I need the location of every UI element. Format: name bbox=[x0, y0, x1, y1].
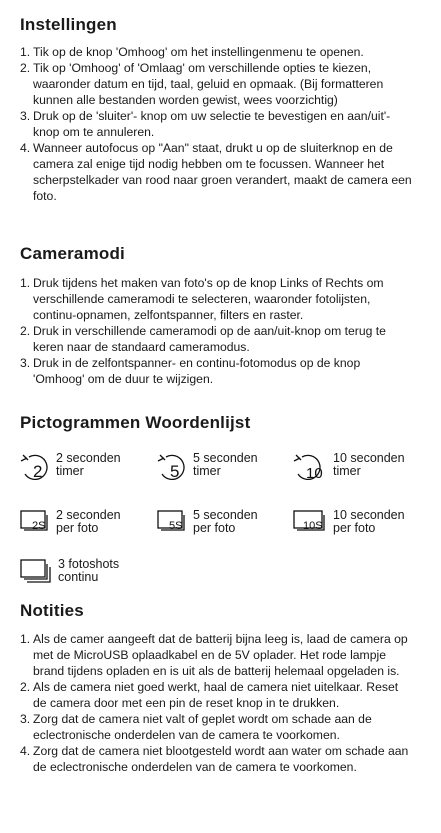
icon-glyph: 10S bbox=[303, 520, 323, 532]
list-item bbox=[20, 355, 412, 387]
item-text: Druk in de zelfontspanner- en continu-fotomodus op de knop 'Omhoog' om de duur te wijzigen. bbox=[33, 356, 361, 386]
interval-5s-icon bbox=[157, 509, 189, 535]
item-number: 3. bbox=[20, 109, 31, 123]
label-line: 10 seconden bbox=[333, 508, 405, 522]
label-line: 2 seconden bbox=[56, 508, 121, 522]
item-number: 4. bbox=[20, 744, 31, 758]
glossary-label bbox=[193, 452, 258, 478]
item-text: Wanneer autofocus op "Aan" staat, drukt u op de sluiterknop en de camera zal enige tijd nodig hebben om te focussen. Wanneer het scherpstelkader van rood naar groen verandert, maakt de camera een foto. bbox=[33, 141, 412, 203]
item-text: Druk in verschillende cameramodi op de aan/uit-knop om terug te keren naar de standaard cameramodus. bbox=[33, 324, 386, 354]
item-number: 3. bbox=[20, 712, 31, 726]
label-line: continu bbox=[58, 570, 99, 584]
camera-modes-list bbox=[20, 275, 412, 387]
item-text: Tik op 'Omhoog' of 'Omlaag' om verschillende opties te kiezen, waaronder datum en tijd, taal, geluid en opmaak. (Bij formatteren kunnen alle bestanden worden gewist, wees voorzichtig) bbox=[33, 61, 384, 107]
section-title-notes: Notities bbox=[20, 601, 84, 620]
icon-glyph: 10 bbox=[306, 465, 323, 482]
glossary-label bbox=[56, 452, 121, 478]
list-item bbox=[20, 140, 412, 204]
item-text: Tik op de knop 'Omhoog' om het instellingenmenu te openen. bbox=[33, 45, 364, 59]
item-text: Druk op de 'sluiter'- knop om uw selectie te bevestigen en aan/uit'-knop om te annuleren. bbox=[33, 109, 391, 139]
glossary-item bbox=[293, 509, 405, 535]
label-line: 5 seconden bbox=[193, 508, 258, 522]
list-item bbox=[20, 679, 412, 711]
label-line: timer bbox=[333, 464, 361, 478]
glossary-item bbox=[157, 509, 258, 535]
list-item bbox=[20, 631, 412, 679]
glossary-item bbox=[157, 452, 258, 482]
list-item bbox=[20, 108, 412, 140]
item-number: 1. bbox=[20, 632, 31, 646]
item-text: Als de camera niet goed werkt, haal de camera niet uitelkaar. Reset de camera door met een pin de reset knop in te drukken. bbox=[33, 680, 399, 710]
glossary-item bbox=[293, 452, 405, 482]
list-item bbox=[20, 743, 412, 775]
label-line: timer bbox=[56, 464, 84, 478]
label-line: per foto bbox=[56, 521, 99, 535]
glossary-label bbox=[333, 452, 405, 478]
item-text: Zorg dat de camera niet valt of geplet wordt om schade aan de eclectronische onderdelen van de camera te voorkomen. bbox=[33, 712, 372, 742]
label-line: 2 seconden bbox=[56, 451, 121, 465]
list-item bbox=[20, 60, 412, 108]
glossary-label bbox=[333, 509, 405, 535]
item-number: 1. bbox=[20, 45, 31, 59]
label-line: 5 seconden bbox=[193, 451, 258, 465]
label-line: timer bbox=[193, 464, 221, 478]
section-title-settings: Instellingen bbox=[20, 15, 117, 34]
item-number: 4. bbox=[20, 141, 31, 155]
section-title-glossary: Pictogrammen Woordenlijst bbox=[20, 413, 251, 432]
icon-glyph: 5S bbox=[169, 520, 183, 532]
timer-5s-icon bbox=[157, 452, 189, 482]
glossary-label bbox=[58, 558, 119, 584]
label-line: 10 seconden bbox=[333, 451, 405, 465]
item-number: 2. bbox=[20, 324, 31, 338]
timer-2s-icon bbox=[20, 452, 52, 482]
interval-10s-icon bbox=[293, 509, 329, 535]
glossary-label bbox=[193, 509, 258, 535]
glossary-item bbox=[20, 509, 121, 535]
label-line: per foto bbox=[193, 521, 236, 535]
label-line: 3 fotoshots bbox=[58, 557, 120, 571]
glossary-label bbox=[56, 509, 121, 535]
item-text: Druk tijdens het maken van foto's op de knop Links of Rechts om verschillende cameramodi te selecteren, waaronder fotolijsten, continu-opnamen, zelfontspanner, filters en raster. bbox=[33, 276, 384, 322]
list-item bbox=[20, 44, 412, 60]
glossary-item bbox=[20, 558, 119, 586]
section-title-camera-modes: Cameramodi bbox=[20, 244, 125, 263]
item-number: 2. bbox=[20, 680, 31, 694]
item-text: Zorg dat de camera niet blootgesteld wordt aan water om schade aan de eclectronische onderdelen van de camera te voorkomen. bbox=[33, 744, 409, 774]
icon-glyph: 5 bbox=[170, 462, 180, 481]
item-number: 3. bbox=[20, 356, 31, 370]
burst-3-icon bbox=[20, 558, 54, 586]
notes-list bbox=[20, 631, 412, 775]
list-item bbox=[20, 275, 412, 323]
settings-list bbox=[20, 44, 412, 204]
list-item bbox=[20, 323, 412, 355]
icon-glyph: 2 bbox=[33, 462, 43, 481]
label-line: per foto bbox=[333, 521, 376, 535]
timer-10s-icon bbox=[293, 452, 329, 482]
interval-2s-icon bbox=[20, 509, 52, 535]
list-item bbox=[20, 711, 412, 743]
item-number: 2. bbox=[20, 61, 31, 75]
icon-glyph: 2S bbox=[32, 520, 46, 532]
item-number: 1. bbox=[20, 276, 31, 290]
item-text: Als de camer aangeeft dat de batterij bijna leeg is, laad de camera op met de MicroUSB oplaadkabel en de 5V oplader. Het rode lampje brand tijdens opladen en is uit als de batterij helemaal opgeladen is. bbox=[33, 632, 408, 678]
glossary-item bbox=[20, 452, 121, 482]
